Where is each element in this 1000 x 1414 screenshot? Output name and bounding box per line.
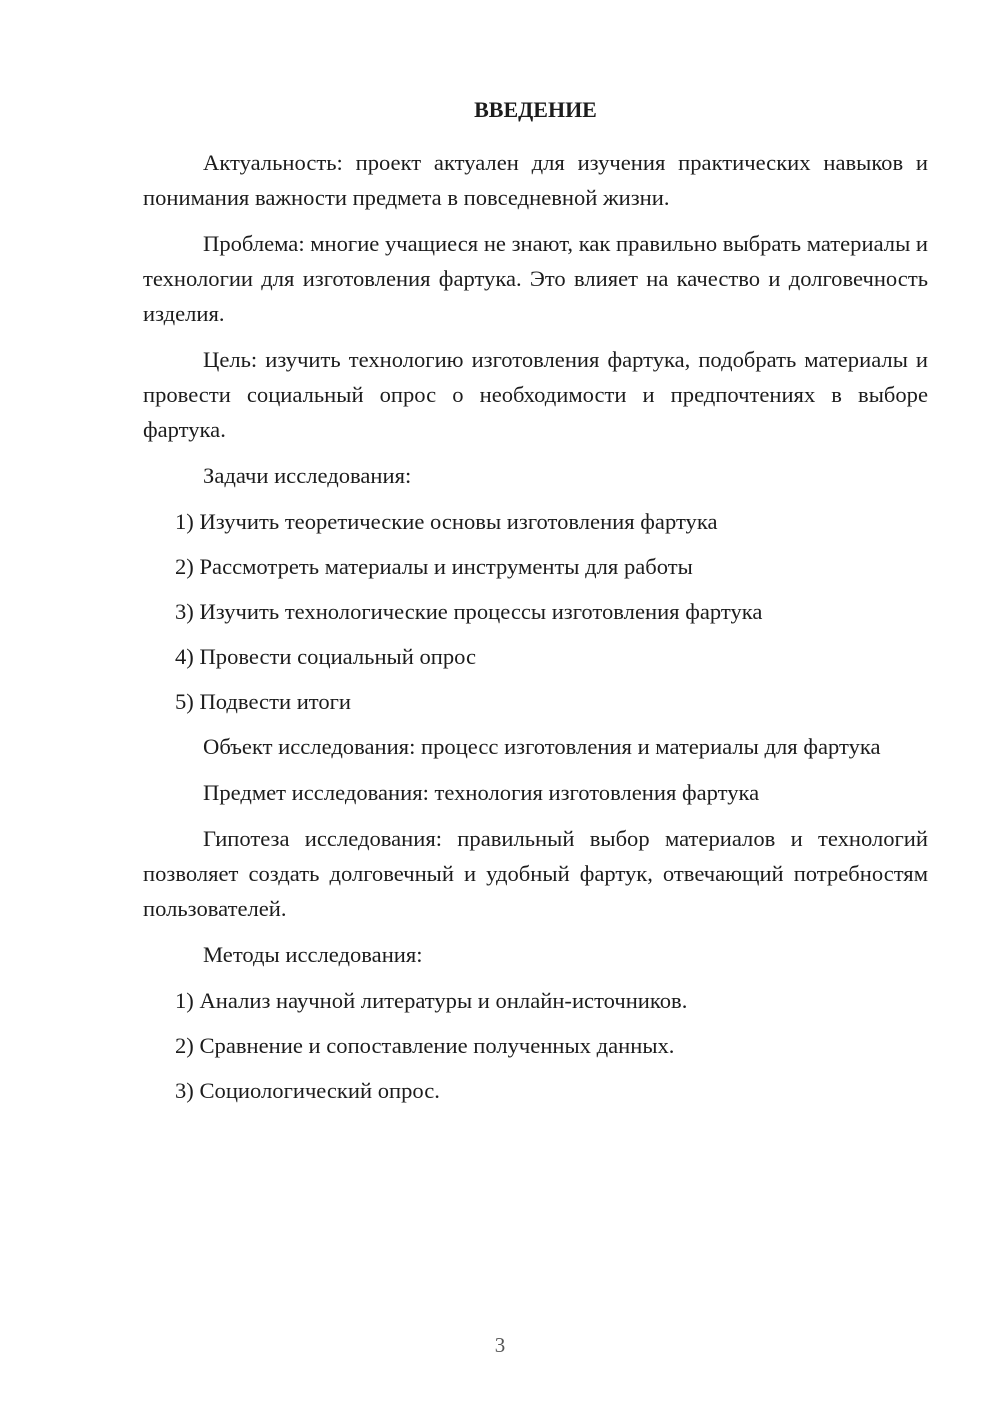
tasks-heading: Задачи исследования:	[203, 463, 412, 488]
methods-heading: Методы исследования:	[203, 942, 423, 967]
goal-paragraph: Цель: изучить технологию изготовления фартука, подобрать материалы и провести социальный опрос о необходимости и предпочтениях в выборе фартука.	[143, 347, 928, 442]
relevance-paragraph: Актуальность: проект актуален для изучения практических навыков и понимания важности предмета в повседневной жизни.	[143, 150, 928, 210]
page-number: 3	[494, 1333, 506, 1357]
list-item: 2) Сравнение и сопоставление полученных данных.	[175, 1033, 675, 1058]
list-item: 1) Анализ научной литературы и онлайн-источников.	[175, 988, 688, 1013]
list-item: 3) Изучить технологические процессы изготовления фартука	[175, 599, 763, 624]
methods-list	[143, 983, 928, 1108]
object-paragraph: Объект исследования: процесс изготовления и материалы для фартука	[203, 734, 881, 759]
page-title: ВВЕДЕНИЕ	[474, 97, 597, 122]
list-item: 5) Подвести итоги	[175, 689, 352, 714]
list-item: 3) Социологический опрос.	[175, 1078, 440, 1103]
document-page	[143, 95, 928, 1118]
subject-paragraph: Предмет исследования: технология изготовления фартука	[203, 780, 760, 805]
hypothesis-paragraph: Гипотеза исследования: правильный выбор материалов и технологий позволяет создать долговечный и удобный фартук, отвечающий потребностям пользователей.	[143, 826, 928, 921]
list-item: 4) Провести социальный опрос	[175, 644, 477, 669]
list-item: 2) Рассмотреть материалы и инструменты для работы	[175, 554, 693, 579]
list-item: 1) Изучить теоретические основы изготовления фартука	[175, 509, 718, 534]
tasks-list	[143, 504, 928, 719]
problem-paragraph: Проблема: многие учащиеся не знают, как правильно выбрать материалы и технологии для изготовления фартука. Это влияет на качество и долговечность изделия.	[143, 231, 928, 326]
